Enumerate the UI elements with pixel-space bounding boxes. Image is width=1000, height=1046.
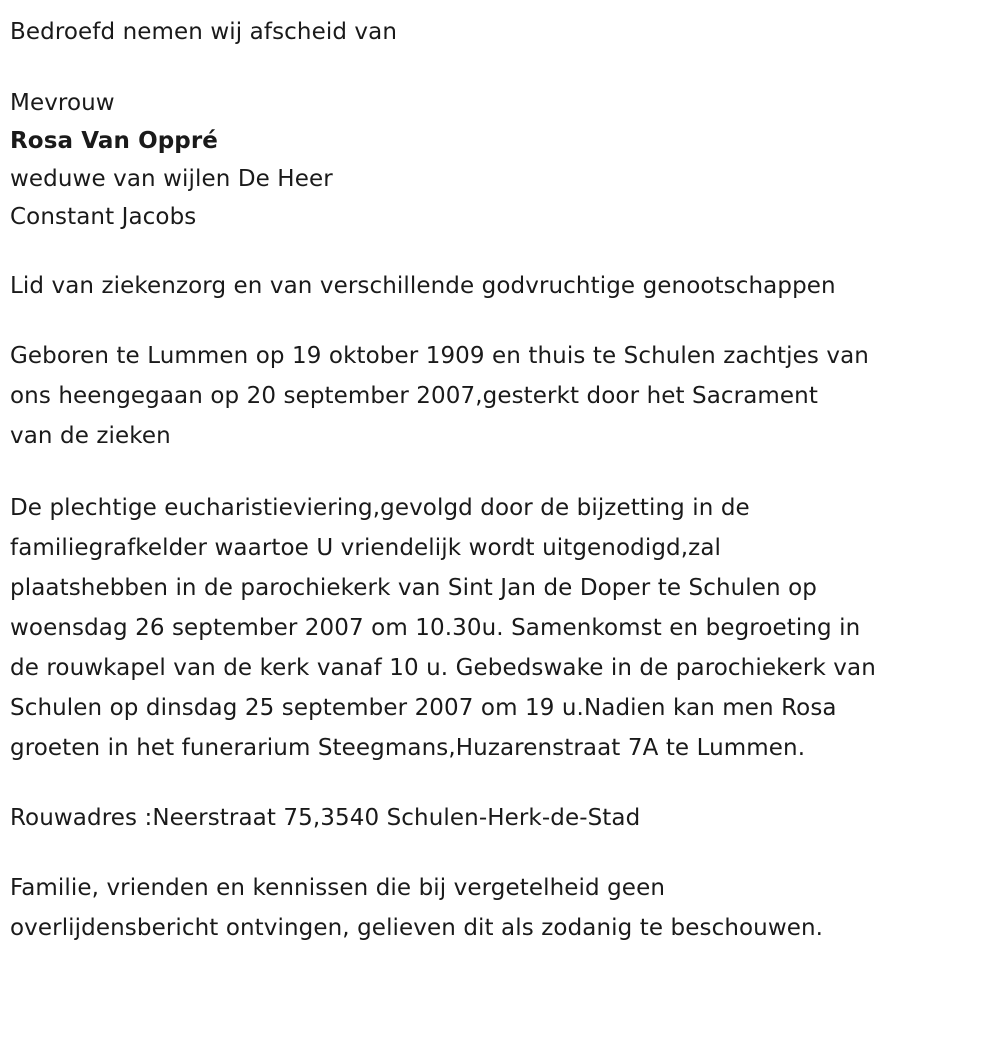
mourning-address-block [10,798,990,838]
identity-block [10,84,990,236]
birth-death-line-2: ons heengegaan op 20 september 2007,gesterkt door het Sacrament [10,383,818,409]
birth-death-line-1: Geboren te Lummen op 19 oktober 1909 en thuis te Schulen zachtjes van [10,343,869,369]
notice-block [10,868,990,948]
ceremony-line-3: plaatshebben in de parochiekerk van Sint Jan de Doper te Schulen op [10,575,817,601]
spouse-name: Constant Jacobs [10,204,197,230]
ceremony-line-7: groeten in het funerarium Steegmans,Huzarenstraat 7A te Lummen. [10,735,806,761]
notice-line-2: overlijdensbericht ontvingen, gelieven dit als zodanig te beschouwen. [10,915,824,941]
intro-block [10,12,990,52]
birth-death-block [10,336,990,456]
ceremony-line-1: De plechtige eucharistieviering,gevolgd door de bijzetting in de [10,495,750,521]
salutation-line: Mevrouw [10,90,115,116]
notice-line-1: Familie, vrienden en kennissen die bij vergetelheid geen [10,875,665,901]
ceremony-line-2: familiegrafkelder waartoe U vriendelijk wordt uitgenodigd,zal [10,535,722,561]
birth-death-line-3: van de zieken [10,423,171,449]
intro-line: Bedroefd nemen wij afscheid van [10,19,398,45]
membership-block [10,266,990,306]
ceremony-line-4: woensdag 26 september 2007 om 10.30u. Samenkomst en begroeting in [10,615,861,641]
ceremony-line-5: de rouwkapel van de kerk vanaf 10 u. Gebedswake in de parochiekerk van [10,655,876,681]
ceremony-line-6: Schulen op dinsdag 25 september 2007 om 19 u.Nadien kan men Rosa [10,695,837,721]
ceremony-block [10,488,990,768]
deceased-name: Rosa Van Oppré [10,128,218,154]
widow-line: weduwe van wijlen De Heer [10,166,333,192]
mourning-address-line: Rouwadres :Neerstraat 75,3540 Schulen-Herk-de-Stad [10,805,641,831]
membership-line: Lid van ziekenzorg en van verschillende godvruchtige genootschappen [10,273,836,299]
